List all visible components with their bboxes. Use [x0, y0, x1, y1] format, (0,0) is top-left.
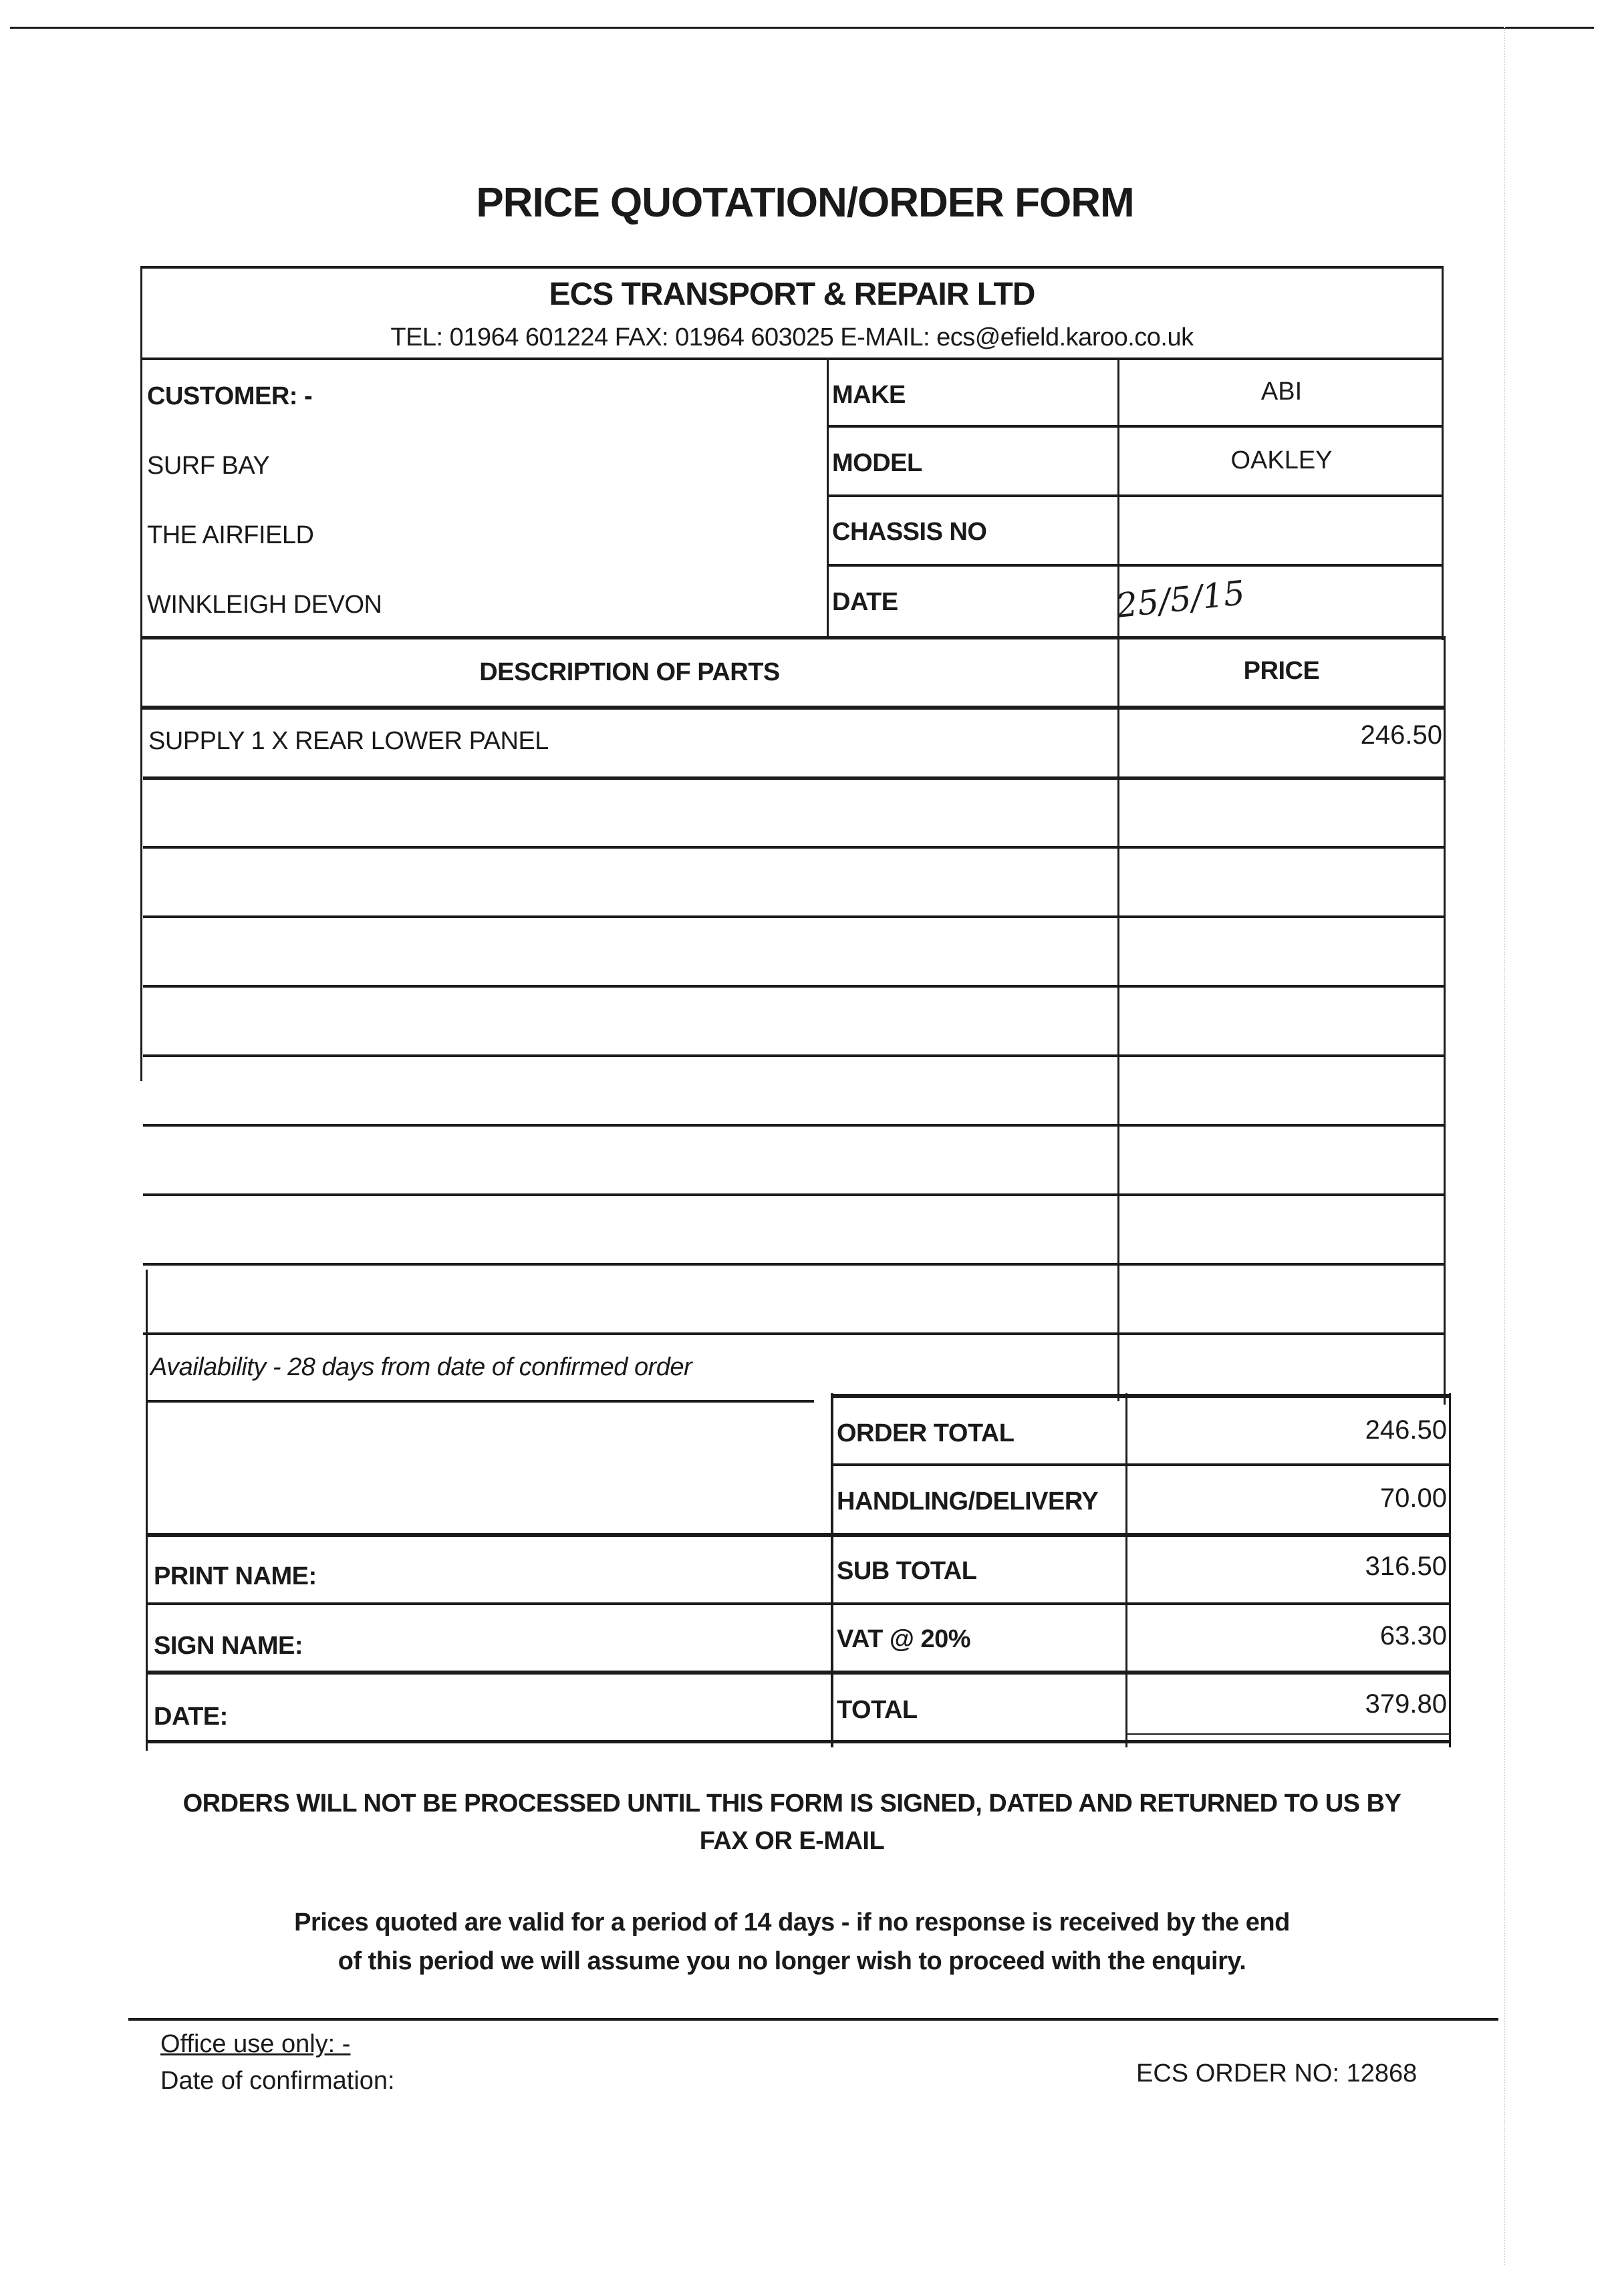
total-value: 379.80 — [1365, 1689, 1447, 1719]
part-price[interactable]: 246.50 — [1360, 720, 1442, 750]
vat-label: VAT @ 20% — [837, 1625, 971, 1653]
handwritten-date: 25/5/15 — [1114, 573, 1247, 625]
processing-note-line2: FAX OR E-MAIL — [699, 1827, 885, 1855]
handling-label: HANDLING/DELIVERY — [837, 1487, 1099, 1516]
model-value: OAKLEY — [1230, 446, 1333, 474]
row-divider — [143, 985, 1445, 988]
sign-name-field[interactable] — [348, 1612, 815, 1665]
part-price[interactable] — [1123, 790, 1442, 822]
part-description[interactable] — [148, 1005, 1111, 1037]
signoff-date-label: DATE: — [154, 1703, 228, 1731]
print-name-field[interactable] — [348, 1544, 815, 1597]
row-divider — [143, 1193, 1445, 1196]
date-label: DATE — [832, 588, 898, 616]
signoff-date-field[interactable] — [267, 1681, 815, 1735]
part-price[interactable] — [1123, 998, 1442, 1030]
row-divider — [143, 1263, 1445, 1266]
row-divider — [143, 915, 1445, 918]
price-header: PRICE — [1243, 657, 1320, 685]
customer-line: SURF BAY — [147, 452, 270, 480]
availability-note: Availability - 28 days from date of confirmed order — [150, 1353, 692, 1381]
part-description[interactable] — [148, 1144, 1111, 1176]
part-price[interactable] — [1123, 859, 1442, 891]
ecs-order-number: ECS ORDER NO: 12868 — [1136, 2059, 1418, 2088]
handling-value: 70.00 — [1379, 1483, 1447, 1513]
subtotal-label: SUB TOTAL — [837, 1557, 977, 1585]
vat-value: 63.30 — [1379, 1621, 1447, 1651]
row-divider — [143, 1332, 1445, 1335]
processing-note-line1: ORDERS WILL NOT BE PROCESSED UNTIL THIS FORM IS SIGNED, DATED AND RETURNED TO US BY — [182, 1789, 1401, 1818]
model-label: MODEL — [832, 449, 922, 477]
print-name-label: PRINT NAME: — [154, 1562, 317, 1590]
chassis-label: CHASSIS NO — [832, 518, 987, 546]
part-description[interactable] — [148, 797, 1111, 829]
part-price[interactable] — [1123, 1207, 1442, 1239]
part-price[interactable] — [1123, 1137, 1442, 1169]
part-description[interactable] — [148, 936, 1111, 968]
row-divider — [143, 846, 1445, 849]
subtotal-value: 316.50 — [1365, 1552, 1447, 1581]
order-total-label: ORDER TOTAL — [837, 1419, 1015, 1447]
office-divider — [128, 2018, 1498, 2021]
part-description[interactable] — [148, 866, 1111, 898]
part-price[interactable] — [1123, 1068, 1442, 1100]
page-title: PRICE QUOTATION/ORDER FORM — [476, 180, 1134, 226]
office-use-heading: Office use only: - — [160, 2030, 351, 2058]
part-price[interactable] — [1123, 1276, 1442, 1308]
row-divider — [143, 1124, 1445, 1127]
top-rule — [10, 27, 1594, 29]
row-divider — [143, 776, 1445, 780]
validity-note-line2: of this period we will assume you no longer wish to proceed with the enquiry. — [338, 1947, 1246, 1975]
date-of-confirmation-label: Date of confirmation: — [160, 2067, 395, 2095]
chassis-value[interactable] — [1119, 518, 1444, 548]
sign-name-label: SIGN NAME: — [154, 1632, 303, 1660]
customer-line: THE AIRFIELD — [147, 521, 314, 549]
row-divider — [143, 1054, 1445, 1057]
company-name: ECS TRANSPORT & REPAIR LTD — [549, 277, 1035, 312]
customer-label: CUSTOMER: - — [147, 382, 313, 410]
description-header: DESCRIPTION OF PARTS — [479, 658, 780, 686]
make-value: ABI — [1260, 378, 1303, 406]
total-label: TOTAL — [837, 1696, 918, 1724]
part-description[interactable] — [148, 1213, 1111, 1246]
make-label: MAKE — [832, 381, 906, 409]
part-description[interactable] — [148, 1283, 1111, 1315]
customer-line: WINKLEIGH DEVON — [147, 591, 382, 619]
validity-note-line1: Prices quoted are valid for a period of 14 days - if no response is received by the end — [294, 1908, 1290, 1936]
part-description[interactable] — [148, 1074, 1111, 1107]
order-total-value: 246.50 — [1365, 1415, 1447, 1445]
page-edge — [1504, 27, 1505, 2265]
company-contact: TEL: 01964 601224 FAX: 01964 603025 E-MAIL: ecs@efield.karoo.co.uk — [390, 323, 1194, 351]
part-price[interactable] — [1123, 929, 1442, 961]
part-description[interactable]: SUPPLY 1 X REAR LOWER PANEL — [148, 727, 549, 755]
